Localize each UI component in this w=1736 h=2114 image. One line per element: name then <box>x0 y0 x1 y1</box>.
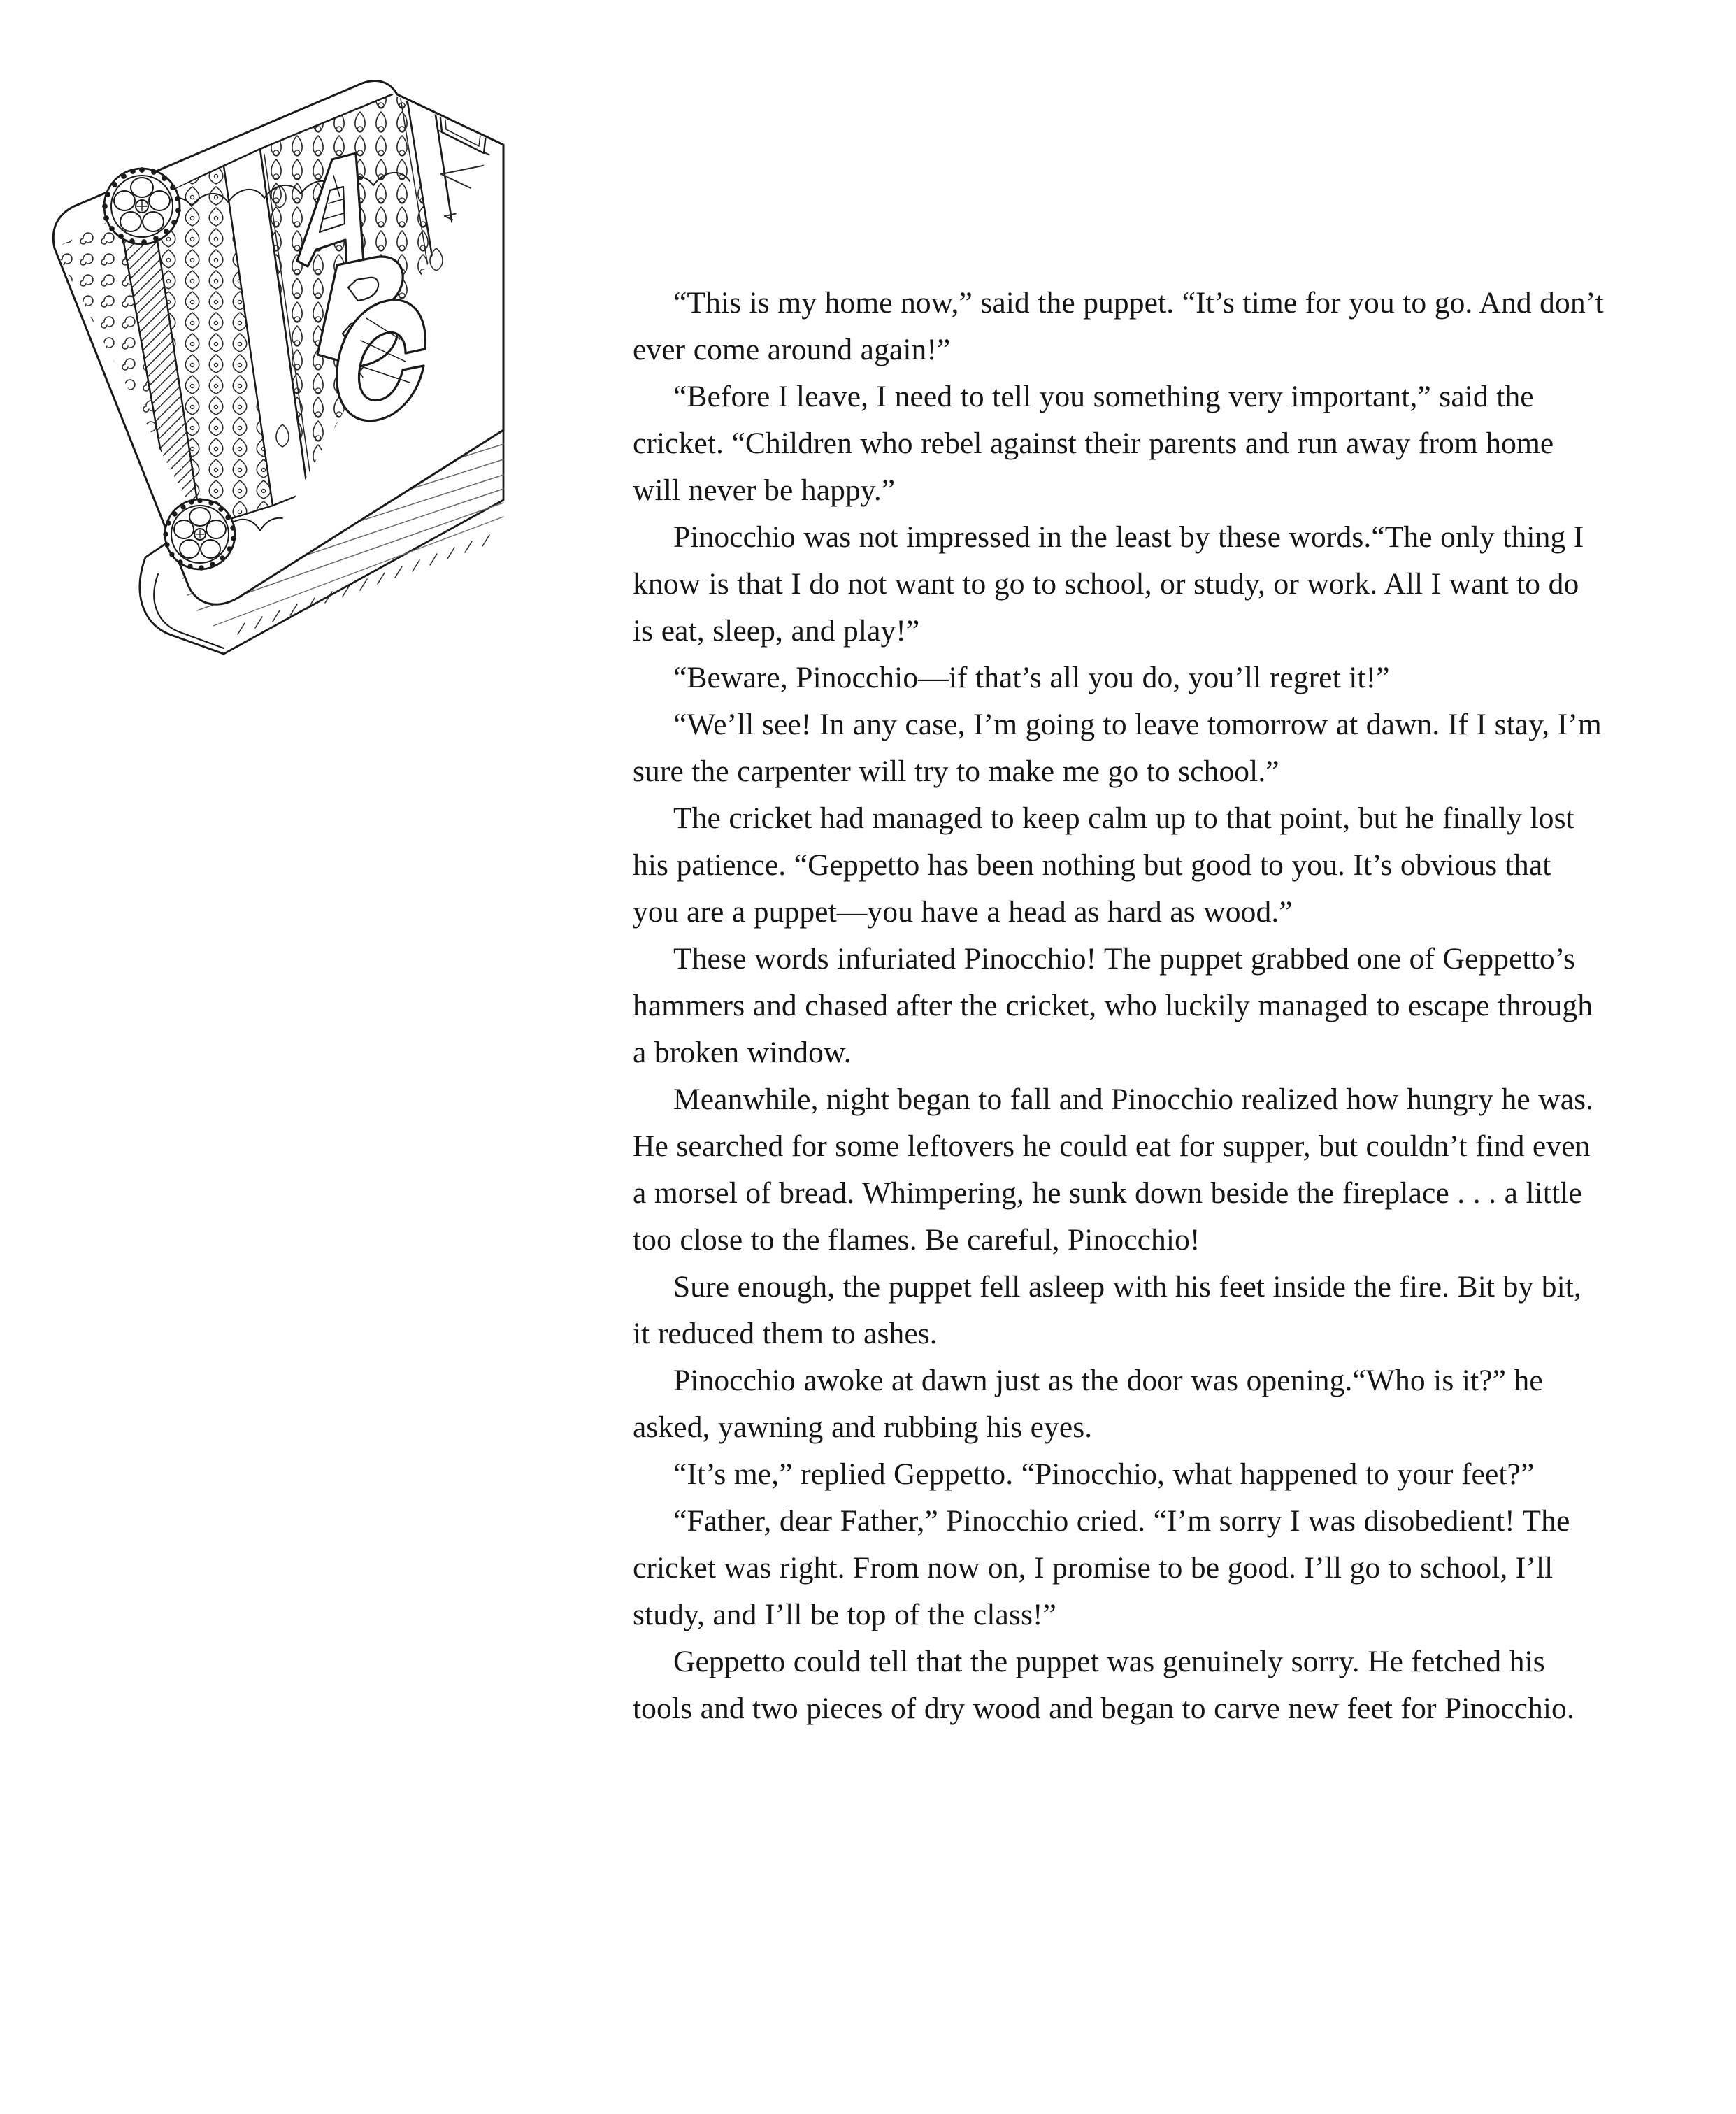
story-paragraph: These words infuriated Pinocchio! The puppet grabbed one of Geppetto’s hammers and chased after the cricket, who luckily managed to escape through a broken window. <box>633 942 1593 1069</box>
rosette-medallion-bottom <box>164 499 236 570</box>
story-text-column <box>633 280 1605 1732</box>
rosette-medallion-top <box>103 168 180 244</box>
story-paragraph: Meanwhile, night began to fall and Pinocchio realized how hungry he was. He searched for some leftovers he could eat for supper, but couldn’t find even a morsel of bread. Whimpering, he sunk down beside the fireplace . . . a little too close to the flames. Be careful, Pinocchio! <box>633 1083 1594 1257</box>
story-paragraph: The cricket had managed to keep calm up to that point, but he finally lost his patience. “Geppetto has been nothing but good to you. It’s obvious that you are a puppet—you have a head as hard as wood.” <box>633 801 1574 929</box>
story-paragraph: Pinocchio was not impressed in the least by these words.“The only thing I know is that I do not want to go to school, or study, or work. All I want to do is eat, sleep, and play!” <box>633 520 1584 648</box>
story-paragraph: “Beware, Pinocchio—if that’s all you do, you’ll regret it!” <box>673 661 1390 694</box>
story-paragraph: Geppetto could tell that the puppet was genuinely sorry. He fetched his tools and two pieces of dry wood and began to carve new feet for Pinocchio. <box>633 1645 1574 1725</box>
story-paragraph: “We’ll see! In any case, I’m going to leave tomorrow at dawn. If I stay, I’m sure the carpenter will try to make me go to school.” <box>633 708 1602 788</box>
story-paragraph: Pinocchio awoke at dawn just as the door was opening.“Who is it?” he asked, yawning and rubbing his eyes. <box>633 1364 1543 1444</box>
story-paragraph: Sure enough, the puppet fell asleep with his feet inside the fire. Bit by bit, it reduced them to ashes. <box>633 1270 1581 1350</box>
story-paragraph: “This is my home now,” said the puppet. “It’s time for you to go. And don’t ever come around again!” <box>633 286 1604 366</box>
abc-book-illustration <box>14 38 517 689</box>
story-paragraph: “Father, dear Father,” Pinocchio cried. “I’m sorry I was disobedient! The cricket was right. From now on, I promise to be good. I’ll go to school, I’ll study, and I’ll be top of the class!” <box>633 1504 1570 1631</box>
story-paragraph: “It’s me,” replied Geppetto. “Pinocchio, what happened to your feet?” <box>673 1457 1535 1491</box>
story-paragraph: “Before I leave, I need to tell you something very important,” said the cricket. “Children who rebel against their parents and run away from home will never be happy.” <box>633 380 1554 507</box>
